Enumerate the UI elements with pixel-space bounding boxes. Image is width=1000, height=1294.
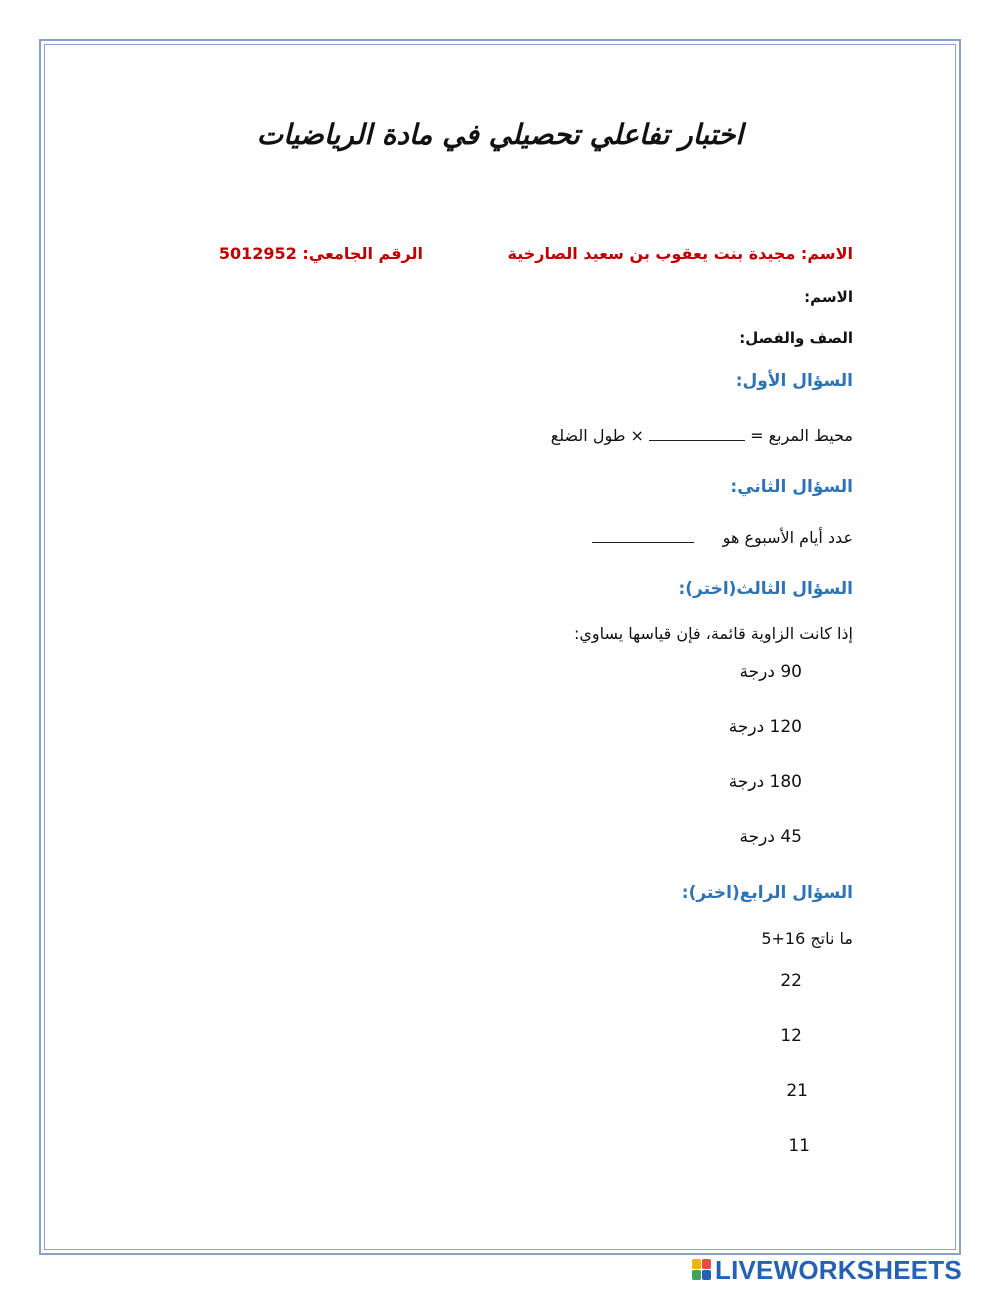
question-3-option-2[interactable]: 120 درجة	[728, 717, 802, 737]
class-field-label: الصف والفصل:	[739, 329, 853, 347]
question-1-answer-blank[interactable]	[649, 426, 745, 441]
question-4-option-4[interactable]: 11	[788, 1136, 810, 1156]
question-1-heading: السؤال الأول:	[735, 371, 853, 391]
question-1-text	[551, 426, 853, 445]
question-1-text-after: × طول الضلع	[550, 426, 644, 445]
question-4-heading: السؤال الرابع(اختر):	[681, 883, 853, 903]
student-id: الرقم الجامعي: 5012952	[218, 244, 423, 263]
question-1-text-before: محيط المربع =	[750, 426, 853, 445]
question-3-option-3[interactable]: 180 درجة	[728, 772, 802, 792]
question-2-prompt: عدد أيام الأسبوع هو	[722, 528, 853, 547]
question-4-option-3[interactable]: 21	[786, 1081, 808, 1101]
question-3-heading: السؤال الثالث(اختر):	[678, 579, 853, 599]
question-4-option-1[interactable]: 22	[780, 971, 802, 991]
question-2-answer-blank[interactable]	[592, 528, 694, 543]
liveworksheets-brand: LIVEWORKSHEETS	[715, 1254, 962, 1285]
question-2-heading: السؤال الثاني:	[730, 477, 853, 497]
page-border-inner	[44, 44, 956, 1250]
liveworksheets-icon	[692, 1259, 712, 1281]
name-field-label: الاسم:	[804, 288, 853, 306]
student-name: الاسم: مجيدة بنت يعقوب بن سعيد الصارخية	[507, 244, 853, 263]
liveworksheets-logo	[692, 1256, 962, 1284]
question-2-text	[592, 528, 853, 547]
question-3-prompt: إذا كانت الزاوية قائمة، فإن قياسها يساوي:	[573, 624, 853, 643]
question-4-option-2[interactable]: 12	[780, 1026, 802, 1046]
question-3-option-1[interactable]: 90 درجة	[739, 662, 802, 682]
worksheet-title: اختبار تفاعلي تحصيلي في مادة الرياضيات	[256, 118, 744, 151]
question-4-prompt: ما ناتج 16+5	[761, 929, 853, 948]
question-3-option-4[interactable]: 45 درجة	[739, 827, 802, 847]
